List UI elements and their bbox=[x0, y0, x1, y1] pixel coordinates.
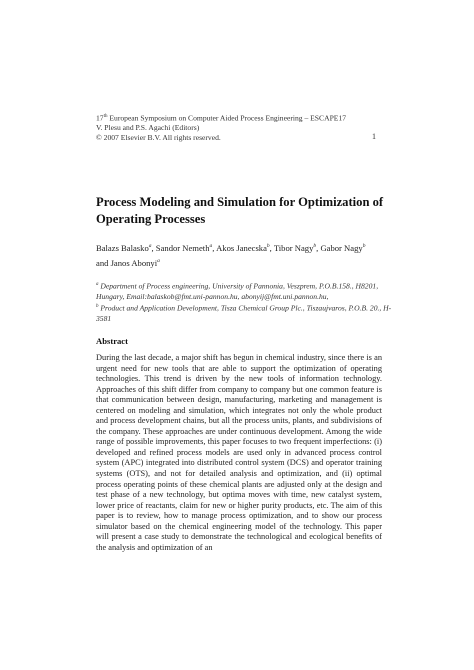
author-affiliation-mark: a bbox=[157, 258, 160, 265]
affiliation-a: $^a$ Department of Process engineering, University of Pannonia, Veszprem, P.O.B.158., H8201, Hungary, Email:balaskob@fmt.uni-pannon.hu, abonyij@fmt.uni.pannon.hu, bbox=[96, 281, 379, 301]
author-affiliation-mark: b bbox=[362, 243, 366, 249]
author-name: Akos Janecska bbox=[216, 242, 267, 253]
header-line-2: V. Plesu and P.S. Agachi (Editors) bbox=[96, 123, 200, 133]
author-name: Balazs Balasko bbox=[96, 242, 149, 253]
running-header bbox=[96, 112, 386, 142]
affiliation-b: $^b$ Product and Application Development, Tisza Chemical Group Plc., Tiszaujvaros, P.O.B. 20., H-3581 bbox=[96, 303, 392, 323]
abstract-paragraph: During the last decade, a major shift has begun in chemical industry, since there is an urgent need for new tools that are able to support the optimization of operating technologies. This trend is driven by the new tools of information technology. Approaches of this shift differ from company to company but one common feature is that communication between design, manufacturing, marketing and management is centered on modeling and simulation, which integrates not only the whole product and process development chains, but all the process units, plants, and subdivisions of the company. These approaches are under continuous development. Among the wide range of possible improvements, this paper focuses to two frequent imperfections: (i) developed and refined process models are used only in advanced process control system (APC) integrated into distributed control system (DCS) and operator training systems (OTS), and not for detailed analysis and optimization, and (ii) optimal process operating points of these chemical plants are adjusted only at the design and test phase of a new technology, but optima moves with time, new catalyst system, lower price of reactants, claim for new or higher purity products, etc. The aim of this paper is to review, how to manage process optimization, and to show our process simulator based on the chemical engineering model of the technology. This paper will present a case study to demonstrate the technological and ecological benefits of the analysis and optimization of an bbox=[96, 353, 382, 552]
author-affiliation-mark: a bbox=[148, 243, 152, 249]
author-affiliation-mark: b bbox=[266, 243, 270, 249]
affiliations bbox=[96, 280, 396, 324]
header-line-1: 17th European Symposium on Computer Aided Process Engineering – ESCAPE17 bbox=[96, 113, 347, 123]
author-name: Tibor Nagy bbox=[273, 242, 314, 253]
header-line-3: © 2007 Elsevier B.V. All rights reserved. bbox=[96, 132, 221, 142]
author-affiliation-mark: a bbox=[209, 243, 213, 249]
abstract-heading: Abstract bbox=[96, 336, 128, 346]
page-number: 1 bbox=[372, 132, 376, 141]
author-name: Sandor Nemeth bbox=[155, 242, 210, 253]
paper-title: Process Modeling and Simulation for Optimization of Operating Processes bbox=[96, 195, 384, 226]
author-list: Balazs Balasko$^a$, Sandor Nemeth$^a$, Akos Janecska$^b$, Tibor Nagy$^b$, Gabor Nagy$^b$ and Janos Abonyi$^a$ bbox=[96, 242, 366, 269]
author-affiliation-mark: b bbox=[313, 243, 317, 249]
abstract-body bbox=[96, 353, 382, 553]
author-name: Janos Abonyi bbox=[110, 258, 158, 269]
author-name: Gabor Nagy bbox=[320, 242, 363, 253]
